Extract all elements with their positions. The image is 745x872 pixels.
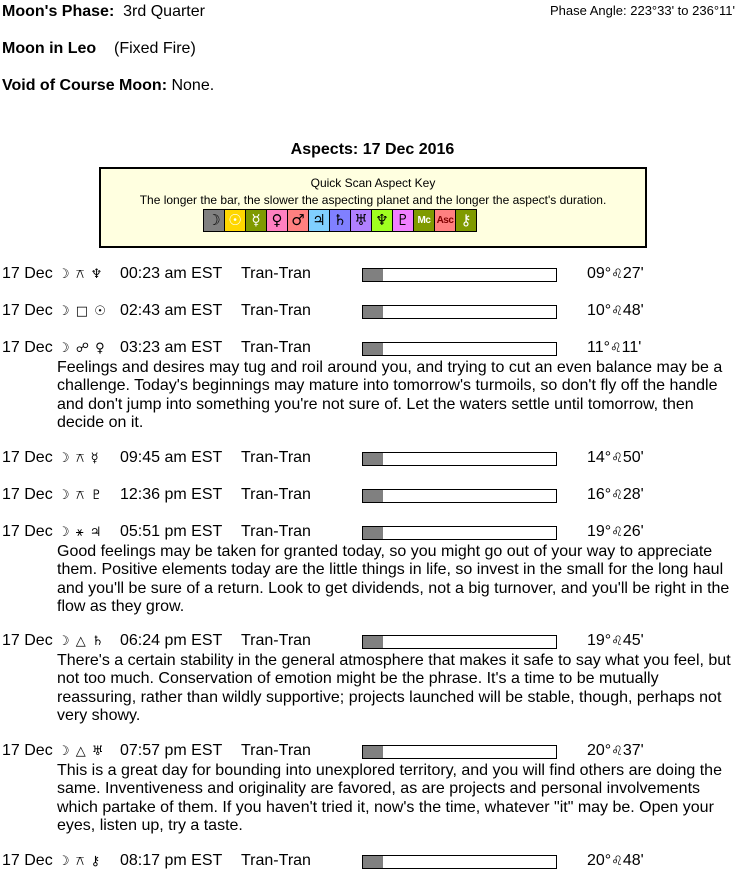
quick-scan-aspect-key xyxy=(99,167,647,248)
chiron-key-icon: ⚷ xyxy=(456,210,476,231)
aspect-position xyxy=(587,486,644,504)
aspect-position xyxy=(587,852,644,870)
position-minutes: 28' xyxy=(622,486,644,503)
aspect-row xyxy=(0,339,745,359)
aspect-entry xyxy=(0,449,745,469)
aspect-position xyxy=(587,523,644,541)
aspect-time: 07:57 pm EST xyxy=(120,742,223,759)
position-minutes: 45' xyxy=(622,632,644,649)
aspect-date: 17 Dec xyxy=(2,852,53,869)
aspect-type: Tran-Tran xyxy=(241,265,311,282)
aspect-date: 17 Dec xyxy=(2,742,53,759)
aspect-interpretation: Good feelings may be taken for granted today, so you might go out of your way to appreciate them. Positive elements today are the little things in life, so invest in the small for the long haul and you'll be sure of a return. Look to get dividends, not a big turnover, and you'll be right in the flow as they grow. xyxy=(57,543,730,615)
aspect-date: 17 Dec xyxy=(2,449,53,466)
leo-sign-icon: ♌ xyxy=(611,451,623,466)
aspect-glyphs-icon: ☽ ⚻ ♆ xyxy=(58,267,104,282)
position-degrees: 19° xyxy=(587,632,612,649)
position-minutes: 48' xyxy=(622,302,644,319)
position-minutes: 48' xyxy=(622,852,644,869)
void-label: Void of Course Moon: xyxy=(2,77,168,94)
pluto-key-icon: ♇ xyxy=(393,210,414,231)
aspect-row xyxy=(0,632,745,652)
duration-bar xyxy=(362,305,557,319)
aspect-glyphs-icon: ☽ ⚹ ♃ xyxy=(58,525,103,540)
aspect-row xyxy=(0,302,745,322)
position-minutes: 37' xyxy=(622,742,644,759)
position-degrees: 09° xyxy=(587,265,612,282)
aspect-entry xyxy=(0,632,745,725)
position-degrees: 19° xyxy=(587,523,612,540)
aspect-interpretation: There's a certain stability in the general atmosphere that makes it safe to say what you feel, but not too much. Conservation of emotion might be the phrase. It's a time to be mutually reassuring, rather than wildly supportive; projects launched will be stable, though, perhaps not very showy. xyxy=(57,652,731,724)
ascendant-key-icon: Asc xyxy=(435,210,456,231)
uranus-key-icon: ♅ xyxy=(351,210,372,231)
aspect-type: Tran-Tran xyxy=(241,339,311,356)
duration-bar-fill xyxy=(363,343,383,355)
aspect-row xyxy=(0,265,745,285)
aspect-row xyxy=(0,852,745,872)
position-degrees: 16° xyxy=(587,486,612,503)
aspect-entry xyxy=(0,339,745,432)
key-title: Quick Scan Aspect Key xyxy=(310,176,436,190)
aspect-type: Tran-Tran xyxy=(241,486,311,503)
position-degrees: 10° xyxy=(587,302,612,319)
duration-bar-fill xyxy=(363,527,383,539)
aspects-title: Aspects: 17 Dec 2016 xyxy=(290,141,455,158)
duration-bar-fill xyxy=(363,306,383,318)
position-degrees: 20° xyxy=(587,852,612,869)
moon-phase-line xyxy=(2,3,205,21)
saturn-key-icon: ♄ xyxy=(330,210,351,231)
venus-key-icon: ♀ xyxy=(267,210,288,231)
aspect-date: 17 Dec xyxy=(2,265,53,282)
duration-bar-fill xyxy=(363,746,383,758)
aspect-date: 17 Dec xyxy=(2,302,53,319)
neptune-key-icon: ♆ xyxy=(372,210,393,231)
position-degrees: 14° xyxy=(587,449,612,466)
duration-bar xyxy=(362,489,557,503)
midheaven-key-icon: Mc xyxy=(414,210,435,231)
aspect-time: 05:51 pm EST xyxy=(120,523,223,540)
position-degrees: 20° xyxy=(587,742,612,759)
key-description: The longer the bar, the slower the aspecting planet and the longer the aspect's duration. xyxy=(139,193,607,207)
leo-sign-icon: ♌ xyxy=(611,525,623,540)
duration-bar-fill xyxy=(363,856,383,868)
aspect-entry xyxy=(0,265,745,285)
aspect-position xyxy=(587,449,644,467)
aspect-row xyxy=(0,742,745,762)
aspect-date: 17 Dec xyxy=(2,339,53,356)
aspect-time: 12:36 pm EST xyxy=(120,486,223,503)
aspect-entry xyxy=(0,486,745,506)
duration-bar-fill xyxy=(363,490,383,502)
aspect-time: 02:43 am EST xyxy=(120,302,223,319)
leo-sign-icon: ♌ xyxy=(611,267,623,282)
position-minutes: 26' xyxy=(622,523,644,540)
position-minutes: 27' xyxy=(622,265,644,282)
leo-sign-icon: ♌ xyxy=(611,634,623,649)
aspect-glyphs-icon: ☽ △ ♄ xyxy=(58,634,105,649)
aspect-glyphs-icon: ☽ □ ☉ xyxy=(58,304,107,319)
position-minutes: 50' xyxy=(622,449,644,466)
aspect-type: Tran-Tran xyxy=(241,852,311,869)
mars-key-icon: ♂ xyxy=(288,210,309,231)
leo-sign-icon: ♌ xyxy=(611,488,623,503)
aspect-type: Tran-Tran xyxy=(241,632,311,649)
aspect-row xyxy=(0,523,745,543)
leo-sign-icon: ♌ xyxy=(611,304,623,319)
duration-bar xyxy=(362,452,557,466)
moon-sign-value: (Fixed Fire) xyxy=(113,40,196,57)
moon-sign-line xyxy=(2,40,196,58)
leo-sign-icon: ♌ xyxy=(611,854,623,869)
aspect-time: 09:45 am EST xyxy=(120,449,223,466)
duration-bar xyxy=(362,745,557,759)
aspect-date: 17 Dec xyxy=(2,523,53,540)
moon-key-icon: ☽ xyxy=(204,210,225,231)
jupiter-key-icon: ♃ xyxy=(309,210,330,231)
aspect-type: Tran-Tran xyxy=(241,523,311,540)
aspect-glyphs-icon: ☽ △ ♅ xyxy=(58,744,105,759)
position-degrees: 11° xyxy=(587,339,611,356)
duration-bar-fill xyxy=(363,453,383,465)
aspect-interpretation: Feelings and desires may tug and roil around you, and trying to cut an even balance may be a challenge. Today's beginnings may mature into tomorrow's turmoils, so don't fly off the handle and don't jump into something you're not sure of. Let the waters settle until tomorrow, then decide on it. xyxy=(57,359,723,431)
aspect-entry xyxy=(0,523,745,616)
mercury-key-icon: ☿ xyxy=(246,210,267,231)
leo-sign-icon: ♌ xyxy=(610,341,622,356)
aspect-position xyxy=(587,632,644,650)
leo-sign-icon: ♌ xyxy=(611,744,623,759)
aspect-time: 08:17 pm EST xyxy=(120,852,223,869)
aspect-type: Tran-Tran xyxy=(241,449,311,466)
phase-angle: Phase Angle: 223°33' to 236°11' xyxy=(550,3,735,18)
aspect-glyphs-icon: ☽ ⚻ ☿ xyxy=(58,451,100,466)
aspect-interpretation: This is a great day for bounding into unexplored territory, and you will find others are doing the same. Inventiveness and originality are favored, as are projects and personal involvements which partake of them. If you haven't tried it, now's the time, whatever "it" may be. Open your eyes, listen up, try a taste. xyxy=(57,762,722,834)
sun-key-icon: ☉ xyxy=(225,210,246,231)
aspect-position xyxy=(587,742,644,760)
aspect-position xyxy=(587,302,644,320)
aspect-position xyxy=(587,339,641,357)
aspect-date: 17 Dec xyxy=(2,486,53,503)
position-minutes: 11' xyxy=(621,339,642,356)
moon-sign-label: Moon in Leo xyxy=(2,40,97,57)
aspect-entry xyxy=(0,742,745,835)
void-of-course-line xyxy=(2,77,214,95)
aspect-type: Tran-Tran xyxy=(241,302,311,319)
void-value: None. xyxy=(171,77,215,94)
duration-bar xyxy=(362,526,557,540)
aspect-position xyxy=(587,265,644,283)
duration-bar xyxy=(362,268,557,282)
duration-bar xyxy=(362,342,557,356)
aspect-date: 17 Dec xyxy=(2,632,53,649)
aspect-entry xyxy=(0,852,745,872)
aspect-type: Tran-Tran xyxy=(241,742,311,759)
aspect-time: 03:23 am EST xyxy=(120,339,223,356)
aspect-time: 00:23 am EST xyxy=(120,265,223,282)
aspect-glyphs-icon: ☽ ⚻ ♇ xyxy=(58,488,104,503)
duration-bar xyxy=(362,855,557,869)
moon-phase-label: Moon's Phase: xyxy=(2,3,115,20)
aspect-glyphs-icon: ☽ ☍ ♀ xyxy=(58,341,106,356)
aspect-time: 06:24 pm EST xyxy=(120,632,223,649)
aspect-glyphs-icon: ☽ ⚻ ⚷ xyxy=(58,854,102,869)
aspect-entry xyxy=(0,302,745,322)
aspect-row xyxy=(0,449,745,469)
key-planet-cells xyxy=(203,209,477,232)
duration-bar-fill xyxy=(363,269,383,281)
duration-bar xyxy=(362,635,557,649)
aspect-row xyxy=(0,486,745,506)
duration-bar-fill xyxy=(363,636,383,648)
moon-phase-value: 3rd Quarter xyxy=(123,3,205,20)
